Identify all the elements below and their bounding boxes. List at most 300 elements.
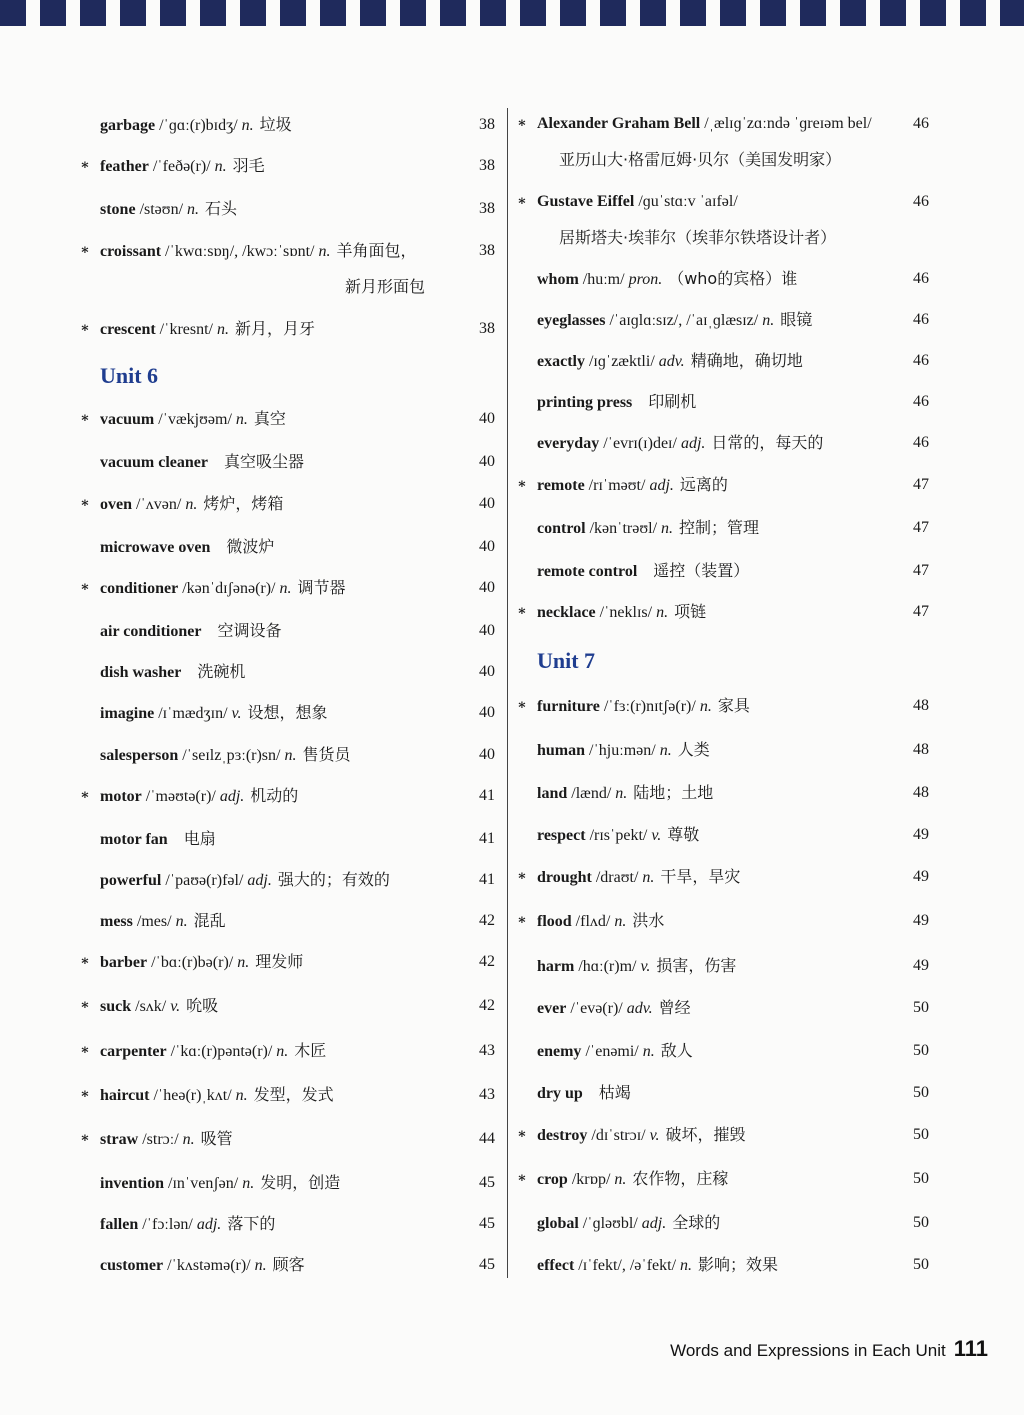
entry-phonetic: /dɪˈstrɔɪ/: [591, 1127, 646, 1144]
entry-page-number: 38: [479, 200, 495, 217]
entry-meaning: 控制；管理: [679, 518, 760, 537]
star-marker-icon: ∗: [517, 1127, 527, 1142]
entry-part-of-speech: n.: [284, 747, 297, 764]
entry-part-of-speech: n.: [318, 243, 331, 260]
entry-part-of-speech: n.: [659, 742, 672, 759]
entry-part-of-speech: v.: [170, 998, 181, 1015]
entry-meaning: 电扇: [183, 829, 216, 848]
star-marker-icon: ∗: [80, 788, 90, 803]
entry-word: fallen: [100, 1216, 139, 1233]
entry-text: [100, 318, 315, 341]
star-marker-icon: ∗: [80, 321, 90, 336]
entry-meaning: 洪水: [632, 911, 665, 930]
entry-word: land: [537, 785, 568, 802]
entry-page-number: 38: [479, 320, 495, 337]
entry-phonetic: /ˈkwɑːsɒŋ/, /kwɔːˈsɒnt/: [165, 243, 315, 260]
entry-text: [100, 869, 390, 892]
entry-phonetic: /ˈkresnt/: [159, 321, 213, 338]
entry-page-number: 42: [479, 912, 495, 929]
entry-part-of-speech: n.: [217, 321, 229, 338]
entry-page-number: 49: [913, 957, 929, 974]
entry-meaning: 木匠: [294, 1041, 327, 1060]
entry-phonetic: /ˈfɔːlən/: [142, 1216, 193, 1233]
entry-word: oven: [100, 496, 132, 513]
entry-meaning: （who的宾格）谁: [668, 269, 798, 288]
entry-page-number: 47: [913, 476, 929, 493]
entry-page-number: 40: [479, 746, 495, 763]
entry-page-number: 45: [479, 1174, 495, 1191]
entry-text: [537, 560, 749, 583]
entry-page-number: 42: [479, 997, 495, 1014]
entry-part-of-speech: n.: [187, 201, 200, 218]
entry-word: crop: [537, 1171, 568, 1188]
entry-part-of-speech: adv.: [626, 1000, 653, 1017]
entry-phonetic: /ˌælɪɡˈzɑːndə ˈɡreɪəm bel/: [704, 115, 872, 132]
entry-text: [537, 113, 872, 135]
entry-meaning: 遥控（装置）: [653, 561, 750, 580]
entry-part-of-speech: n.: [235, 411, 248, 428]
entry-phonetic: /ˈɡləʊbl/: [582, 1215, 638, 1232]
entry-phonetic: /ˈpaʊə(r)fəl/: [165, 872, 244, 889]
entry-part-of-speech: n.: [254, 1257, 267, 1274]
entry-text: [537, 1168, 728, 1191]
entry-page-number: 47: [913, 603, 929, 620]
entry-part-of-speech: adj.: [680, 435, 706, 452]
star-marker-icon: ∗: [80, 1043, 90, 1058]
entry-page-number: 49: [913, 826, 929, 843]
entry-text: [100, 951, 303, 974]
entry-text: [537, 782, 713, 805]
entry-page-number: 38: [479, 116, 495, 133]
entry-word: enemy: [537, 1043, 582, 1060]
entry-text: [537, 391, 696, 414]
entry-phonetic: /rɪˈməʊt/: [588, 477, 646, 494]
unit-heading: Unit 7: [537, 648, 596, 673]
entry-text: [537, 1254, 778, 1277]
entry-meaning: 吸管: [200, 1129, 233, 1148]
entry-part-of-speech: adj.: [196, 1216, 222, 1233]
entry-meaning: 机动的: [250, 786, 299, 805]
star-marker-icon: ∗: [517, 116, 527, 131]
entry-text: [100, 1172, 340, 1195]
entry-meaning: 家具: [717, 696, 750, 715]
entry-word: control: [537, 520, 586, 537]
entry-page-number: 40: [479, 663, 495, 680]
entry-page-number: 40: [479, 704, 495, 721]
entry-phonetic: /ˈenəmi/: [585, 1043, 639, 1060]
entry-page-number: 45: [479, 1215, 495, 1232]
entry-text: [100, 910, 226, 933]
entry-text: [537, 268, 797, 291]
entry-part-of-speech: adv.: [658, 353, 685, 370]
entry-page-number: 50: [913, 1256, 929, 1273]
entry-word: straw: [100, 1131, 139, 1148]
entry-part-of-speech: v.: [231, 705, 242, 722]
entry-word: microwave oven: [100, 539, 211, 556]
entry-meaning: 烤炉，烤箱: [203, 494, 284, 513]
entry-phonetic: /ɪnˈvenʃən/: [168, 1175, 239, 1192]
entry-word: respect: [537, 827, 586, 844]
entry-word: printing press: [537, 394, 633, 411]
entry-word: motor: [100, 788, 142, 805]
entry-text: [100, 828, 216, 851]
entry-phonetic: /lænd/: [571, 785, 612, 802]
entry-phonetic: /ˈfɜː(r)nɪtʃə(r)/: [603, 698, 696, 715]
entry-text: [537, 739, 710, 762]
entry-phonetic: /ɪˈmædʒɪn/: [158, 705, 228, 722]
star-marker-icon: ∗: [80, 1131, 90, 1146]
entry-text: [100, 451, 304, 474]
star-marker-icon: ∗: [80, 158, 90, 173]
entry-phonetic: /ˈvækjʊəm/: [158, 411, 232, 428]
entry-meaning: 影响；效果: [698, 1255, 779, 1274]
entry-page-number: 50: [913, 1084, 929, 1101]
entry-page-number: 38: [479, 157, 495, 174]
entry-page-number: 46: [913, 352, 929, 369]
entry-part-of-speech: v.: [640, 958, 651, 975]
entry-part-of-speech: n.: [656, 604, 669, 621]
entry-phonetic: /ˈheə(r)ˌkʌt/: [153, 1087, 232, 1104]
entry-page-number: 40: [479, 538, 495, 555]
entry-page-number: 46: [913, 311, 929, 328]
entry-meaning: 垃圾: [259, 115, 292, 134]
entry-part-of-speech: adj.: [641, 1215, 667, 1232]
star-marker-icon: ∗: [80, 954, 90, 969]
entry-phonetic: /strɔː/: [142, 1131, 179, 1148]
entry-word: ever: [537, 1000, 567, 1017]
entry-page-number: 46: [913, 270, 929, 287]
star-marker-icon: ∗: [517, 913, 527, 928]
star-marker-icon: ∗: [517, 194, 527, 209]
entry-word: global: [537, 1215, 579, 1232]
entry-meaning: 发明，创造: [260, 1173, 341, 1192]
entry-meaning: 羊角面包，: [336, 241, 417, 260]
entry-part-of-speech: n.: [699, 698, 712, 715]
entry-word: exactly: [537, 353, 585, 370]
entry-word: garbage: [100, 117, 156, 134]
entry-word: powerful: [100, 872, 162, 889]
entry-text: [100, 1254, 305, 1277]
entry-text: [100, 155, 265, 178]
entry-word: carpenter: [100, 1043, 167, 1060]
entry-word: dish washer: [100, 664, 182, 681]
entry-meaning: 曾经: [658, 998, 691, 1017]
entry-text: [537, 601, 706, 624]
entry-phonetic: /ˈməʊtə(r)/: [145, 788, 216, 805]
entry-meaning: 微波炉: [226, 537, 275, 556]
entry-meaning: 枯竭: [598, 1083, 631, 1102]
entry-word: everyday: [537, 435, 600, 452]
entry-text: [537, 1082, 631, 1105]
entry-meaning: 项链: [674, 602, 707, 621]
entry-text: [100, 114, 292, 137]
entry-phonetic: /ˈbɑː(r)bə(r)/: [151, 954, 234, 971]
entry-phonetic: /ˈɡɑː(r)bɪdʒ/: [159, 117, 238, 134]
entry-word: human: [537, 742, 586, 759]
entry-word: air conditioner: [100, 623, 202, 640]
entry-word: effect: [537, 1257, 575, 1274]
entry-meaning: 敌人: [660, 1041, 693, 1060]
entry-meaning: 真空吸尘器: [223, 452, 304, 471]
entry-word: flood: [537, 913, 572, 930]
star-marker-icon: ∗: [517, 698, 527, 713]
entry-page-number: 49: [913, 912, 929, 929]
entry-part-of-speech: adj.: [247, 872, 272, 889]
entry-page-number: 46: [913, 115, 929, 132]
entry-word: imagine: [100, 705, 155, 722]
entry-word: whom: [537, 271, 579, 288]
entry-text: [100, 702, 327, 725]
entry-part-of-speech: n.: [242, 1175, 255, 1192]
entry-part-of-speech: n.: [185, 496, 198, 513]
entry-text: [100, 1128, 233, 1151]
column-divider: [507, 108, 508, 1278]
entry-text: [100, 493, 283, 516]
entry-page-number: 47: [913, 562, 929, 579]
entry-meaning: 混乱: [193, 911, 226, 930]
entry-part-of-speech: n.: [235, 1087, 248, 1104]
unit-heading: Unit 6: [100, 363, 159, 388]
entry-meaning: 印刷机: [648, 392, 697, 411]
entry-text: [100, 1213, 275, 1236]
entry-meaning: 损害，伤害: [656, 956, 737, 975]
entry-word: motor fan: [100, 831, 168, 848]
entry-text: [100, 995, 218, 1018]
entry-meaning: 理发师: [255, 952, 304, 971]
entry-word: eyeglasses: [537, 312, 606, 329]
entry-text: [537, 432, 823, 455]
entry-phonetic: /ɪˈfekt/, /əˈfekt/: [578, 1257, 677, 1274]
entry-text: [537, 910, 664, 933]
entry-page-number: 47: [913, 519, 929, 536]
entry-part-of-speech: n.: [276, 1043, 289, 1060]
page-footer: [670, 1336, 988, 1362]
entry-page-number: 41: [479, 787, 495, 804]
page-number: 111: [953, 1336, 988, 1361]
entry-word: furniture: [537, 698, 600, 715]
entry-part-of-speech: v.: [649, 1127, 660, 1144]
entry-page-number: 45: [479, 1256, 495, 1273]
entry-text: [100, 661, 245, 684]
entry-word: drought: [537, 869, 592, 886]
entry-text: [100, 1040, 326, 1063]
star-marker-icon: ∗: [517, 1171, 527, 1186]
entry-phonetic: /ˈkʌstəmə(r)/: [167, 1257, 251, 1274]
entry-part-of-speech: n.: [762, 312, 775, 329]
entry-page-number: 49: [913, 868, 929, 885]
entry-meaning: 日常的，每天的: [711, 433, 824, 452]
entry-phonetic: /sʌk/: [135, 998, 167, 1015]
entry-meaning: 洗碗机: [197, 662, 246, 681]
entry-meaning-continued: 新月形面包: [345, 277, 426, 296]
entry-meaning: 陆地；土地: [633, 783, 714, 802]
entry-phonetic: /hɑː(r)m/: [578, 958, 637, 975]
entry-word: invention: [100, 1175, 165, 1192]
star-marker-icon: ∗: [80, 998, 90, 1013]
entry-text: [100, 240, 417, 263]
entry-meaning-continued: 居斯塔夫·埃菲尔（埃菲尔铁塔设计者）: [559, 228, 837, 247]
entry-text: [537, 1124, 746, 1147]
entry-word: feather: [100, 158, 149, 175]
entry-page-number: 50: [913, 1170, 929, 1187]
entry-meaning: 羽毛: [232, 156, 265, 175]
entry-part-of-speech: adj.: [649, 477, 674, 494]
entry-word: croissant: [100, 243, 162, 260]
entry-word: vacuum: [100, 411, 155, 428]
entry-page-number: 43: [479, 1042, 495, 1059]
entry-text: [537, 517, 759, 540]
entry-phonetic: /kənˈtrəʊl/: [589, 520, 658, 537]
entry-phonetic: /ˈkɑː(r)pəntə(r)/: [170, 1043, 273, 1060]
entry-text: [537, 997, 691, 1020]
entry-phonetic: /mes/: [136, 913, 172, 930]
entry-part-of-speech: n.: [614, 913, 627, 930]
entry-meaning: 新月，月牙: [235, 319, 316, 338]
entry-text: [100, 198, 237, 221]
star-marker-icon: ∗: [80, 411, 90, 426]
entry-meaning: 精确地，确切地: [690, 351, 803, 370]
star-marker-icon: ∗: [80, 496, 90, 511]
entry-part-of-speech: n.: [680, 1257, 693, 1274]
entry-phonetic: /ˈhjuːmən/: [589, 742, 656, 759]
entry-page-number: 40: [479, 453, 495, 470]
entry-word: mess: [100, 913, 133, 930]
entry-page-number: 46: [913, 193, 929, 210]
entry-part-of-speech: n.: [237, 954, 250, 971]
entry-word: crescent: [100, 321, 156, 338]
entry-word: customer: [100, 1257, 164, 1274]
entry-page-number: 41: [479, 830, 495, 847]
entry-phonetic: /ɪɡˈzæktli/: [588, 353, 655, 370]
entry-text: [537, 824, 699, 847]
entry-word: harm: [537, 958, 575, 975]
entry-text: [100, 577, 346, 600]
entry-part-of-speech: n.: [642, 869, 655, 886]
star-marker-icon: ∗: [517, 869, 527, 884]
entry-text: [537, 955, 736, 978]
entry-meaning: 吮吸: [186, 996, 219, 1015]
entry-meaning: 调节器: [297, 578, 346, 597]
entry-meaning: 真空: [253, 409, 286, 428]
entry-part-of-speech: n.: [615, 785, 628, 802]
entry-page-number: 40: [479, 495, 495, 512]
entry-text: [537, 191, 738, 213]
entry-phonetic: /ˈaɪɡlɑːsɪz/, /ˈaɪˌɡlæsɪz/: [609, 312, 759, 329]
star-marker-icon: ∗: [517, 604, 527, 619]
star-marker-icon: ∗: [517, 477, 527, 492]
entry-phonetic: /krɒp/: [571, 1171, 611, 1188]
entry-part-of-speech: n.: [642, 1043, 655, 1060]
entry-part-of-speech: adj.: [219, 788, 245, 805]
entry-part-of-speech: n.: [214, 158, 227, 175]
entry-word: suck: [100, 998, 132, 1015]
entry-phonetic: /ɡuˈstɑːv ˈaɪfəl/: [638, 193, 738, 210]
entry-word: stone: [100, 201, 136, 218]
star-marker-icon: ∗: [80, 243, 90, 258]
entry-page-number: 44: [479, 1130, 495, 1147]
star-marker-icon: ∗: [80, 580, 90, 595]
entry-phonetic: /ˈevə(r)/: [570, 1000, 623, 1017]
entry-text: [537, 1212, 720, 1235]
entry-phonetic: /huːm/: [582, 271, 625, 288]
entry-meaning: 干旱，旱灾: [660, 867, 741, 886]
entry-page-number: 40: [479, 410, 495, 427]
entry-phonetic: /ˈseɪlzˌpɜː(r)sn/: [182, 747, 281, 764]
entry-word: remote: [537, 477, 585, 494]
entry-phonetic: /flʌd/: [575, 913, 611, 930]
entry-word: vacuum cleaner: [100, 454, 208, 471]
entry-meaning: 全球的: [672, 1213, 721, 1232]
entry-text: [537, 474, 728, 497]
entry-page-number: 46: [913, 393, 929, 410]
footer-title: Words and Expressions in Each Unit: [670, 1341, 946, 1360]
entry-text: [537, 350, 803, 373]
entry-text: [100, 785, 298, 808]
entry-page-number: 50: [913, 1042, 929, 1059]
entry-page-number: 41: [479, 871, 495, 888]
entry-page-number: 42: [479, 953, 495, 970]
entry-meaning: 空调设备: [217, 621, 282, 640]
entry-part-of-speech: n.: [614, 1171, 627, 1188]
entry-meaning: 远离的: [679, 475, 728, 494]
entry-meaning: 石头: [205, 199, 238, 218]
entry-meaning: 顾客: [272, 1255, 305, 1274]
entry-page-number: 48: [913, 784, 929, 801]
entry-page-number: 43: [479, 1086, 495, 1103]
entry-word: barber: [100, 954, 148, 971]
entry-meaning: 人类: [677, 740, 710, 759]
entry-page-number: 50: [913, 1214, 929, 1231]
star-marker-icon: ∗: [80, 1087, 90, 1102]
entry-page-number: 50: [913, 1126, 929, 1143]
entry-word: dry up: [537, 1085, 583, 1102]
entry-page-number: 50: [913, 999, 929, 1016]
entry-text: [537, 1040, 693, 1063]
entry-part-of-speech: pron.: [628, 271, 663, 288]
entry-word: Alexander Graham Bell: [537, 115, 701, 132]
entry-phonetic: /ˈʌvən/: [136, 496, 182, 513]
entry-text: [537, 309, 812, 332]
entry-text: [100, 620, 282, 643]
entry-text: [100, 536, 274, 559]
entry-word: Gustave Eiffel: [537, 193, 635, 210]
entry-phonetic: /kənˈdɪʃənə(r)/: [182, 580, 276, 597]
entry-meaning: 落下的: [227, 1214, 276, 1233]
entry-text: [100, 1084, 334, 1107]
entry-part-of-speech: n.: [182, 1131, 195, 1148]
entry-page-number: 48: [913, 697, 929, 714]
entry-part-of-speech: v.: [651, 827, 662, 844]
entry-text: [537, 866, 740, 889]
entry-phonetic: /stəʊn/: [139, 201, 184, 218]
entry-word: conditioner: [100, 580, 179, 597]
entry-text: [100, 744, 351, 767]
entry-phonetic: /ˈfeðə(r)/: [152, 158, 211, 175]
entry-word: haircut: [100, 1087, 150, 1104]
entry-part-of-speech: n.: [241, 117, 254, 134]
entry-phonetic: /rɪsˈpekt/: [589, 827, 648, 844]
entry-page-number: 48: [913, 741, 929, 758]
entry-page-number: 46: [913, 434, 929, 451]
entry-meaning: 强大的；有效的: [277, 870, 390, 889]
top-decorative-bar: [0, 0, 1024, 26]
entry-word: necklace: [537, 604, 596, 621]
entry-meaning-continued: 亚历山大·格雷厄姆·贝尔（美国发明家）: [559, 150, 842, 169]
entry-phonetic: /draʊt/: [595, 869, 639, 886]
entry-part-of-speech: n.: [279, 580, 292, 597]
entry-meaning: 破坏，摧毁: [665, 1125, 746, 1144]
entry-text: [537, 695, 750, 718]
